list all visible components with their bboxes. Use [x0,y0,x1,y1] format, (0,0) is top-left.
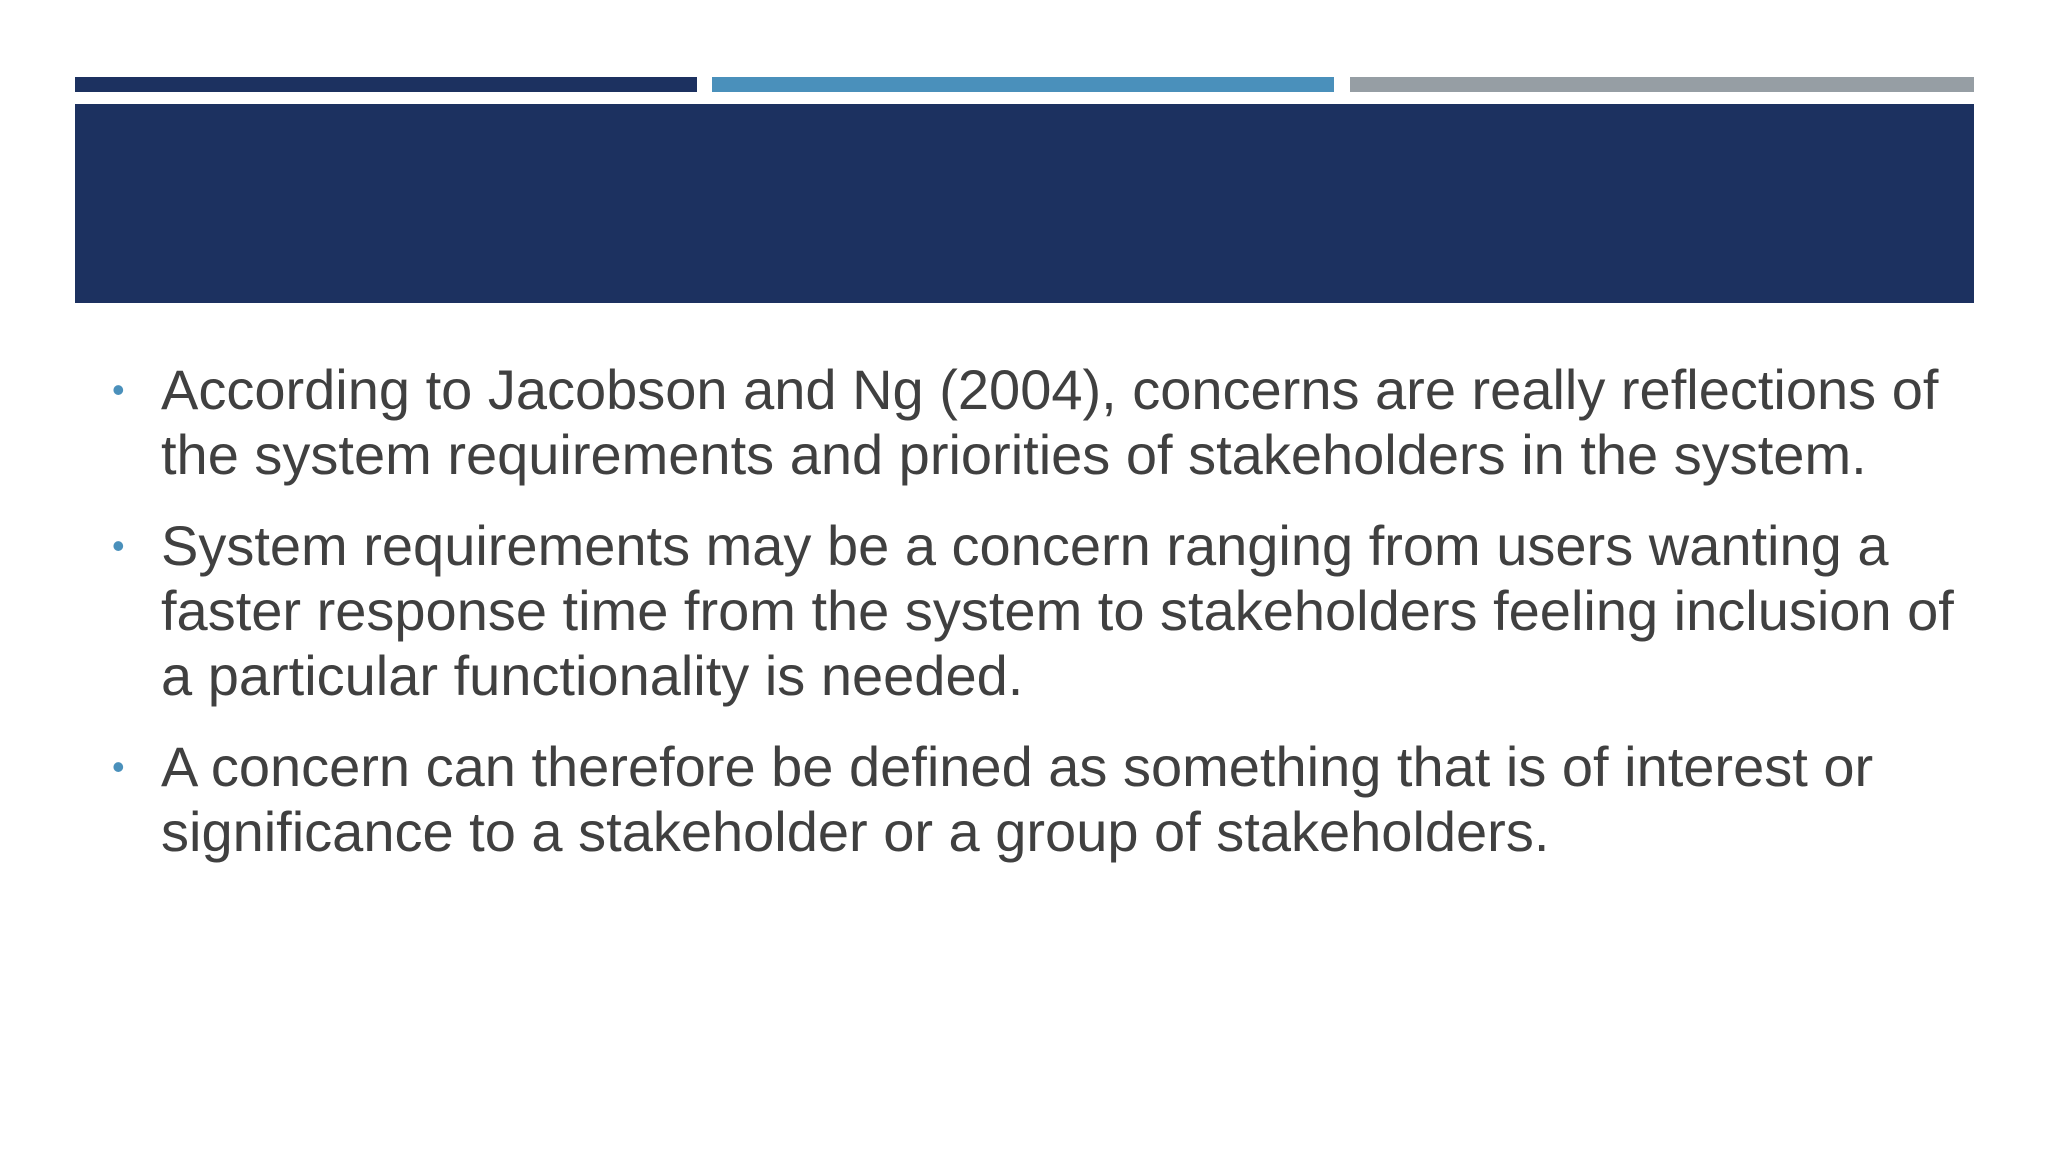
bullet-icon: • [112,369,125,410]
accent-bar-blue [712,77,1334,92]
accent-bar-gray [1350,77,1974,92]
bullet-icon: • [112,746,125,787]
accent-bar-dark [75,77,697,92]
bullet-text: A concern can therefore be defined as something that is of interest or significance to a stakeholder or a group of stakeholders. [161,735,1874,863]
bullet-text: According to Jacobson and Ng (2004), concerns are really reflections of the system requirements and priorities of stakeholders in the system. [161,358,1939,486]
title-band [75,104,1974,303]
bullet-item [112,734,1962,864]
bullet-icon: • [112,525,125,566]
bullet-list [112,357,1962,864]
slide-body [112,357,1962,890]
bullet-text: System requirements may be a concern ranging from users wanting a faster response time from the system to stakeholders feeling inclusion of a particular functionality is needed. [161,514,1954,707]
bullet-item [112,357,1962,487]
bullet-item [112,513,1962,708]
